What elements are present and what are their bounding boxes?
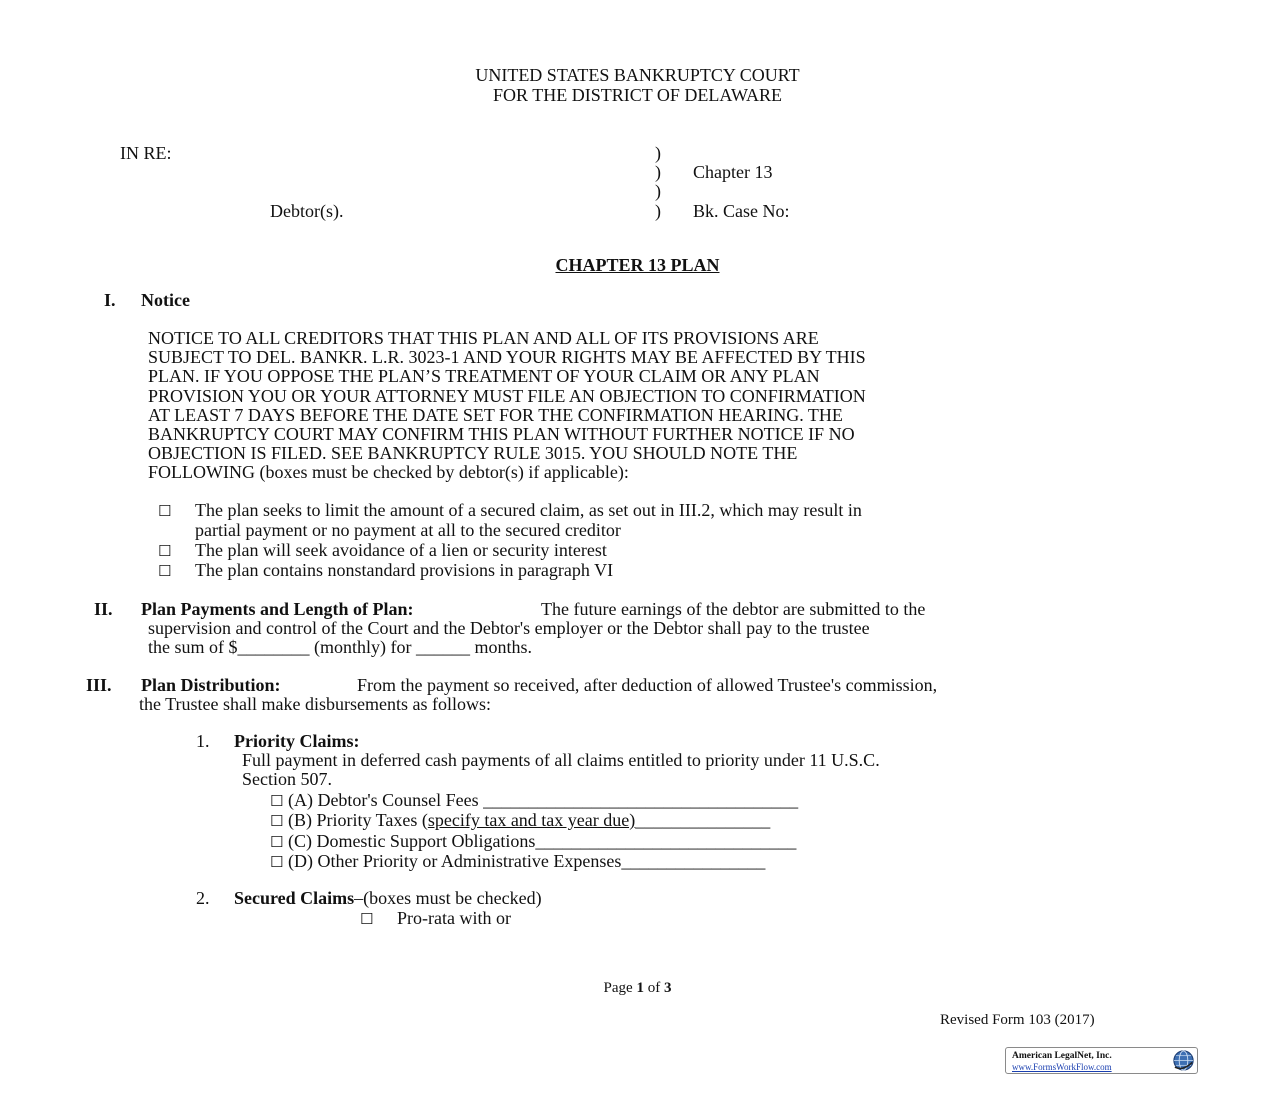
nonstandard-provisions-label: The plan contains nonstandard provisions in paragraph VI xyxy=(195,560,614,580)
domestic-support-row xyxy=(270,832,796,852)
logo-url-link[interactable]: www.FormsWorkFlow.com xyxy=(1012,1062,1112,1072)
american-legalnet-logo xyxy=(1005,1047,1198,1074)
document-title: CHAPTER 13 PLAN xyxy=(555,255,720,275)
counsel-fees-checkbox[interactable]: ☐ xyxy=(270,792,284,810)
section-1-number: I. xyxy=(104,290,116,310)
notice-line: SUBJECT TO DEL. BANKR. L.R. 3023-1 AND YOUR RIGHTS MAY BE AFFECTED BY THIS xyxy=(148,347,866,368)
chapter-label: Chapter 13 xyxy=(693,162,773,182)
priority-claims-text: Section 507. xyxy=(242,769,332,789)
payment-amount-line: the sum of $________ (monthly) for ______ months. xyxy=(148,637,532,657)
priority-taxes-text: (B) Priority Taxes ( xyxy=(287,810,428,830)
caption-paren: ) xyxy=(655,143,661,163)
caption-paren: ) xyxy=(655,162,661,182)
section-1-heading: Notice xyxy=(141,290,190,310)
caption-paren: ) xyxy=(655,201,661,221)
notice-line-last xyxy=(148,463,866,482)
total-pages: 3 xyxy=(663,980,672,996)
case-number-label: Bk. Case No: xyxy=(693,201,790,221)
section-2-text: The future earnings of the debtor are submitted to the xyxy=(541,599,926,619)
domestic-support-checkbox[interactable]: ☐ xyxy=(270,833,284,851)
page-label: Page xyxy=(603,980,637,996)
priority-taxes-checkbox[interactable]: ☐ xyxy=(270,812,284,830)
lien-avoidance-checkbox[interactable]: ☐ xyxy=(158,542,172,560)
section-2-heading: Plan Payments and Length of Plan: xyxy=(141,599,414,619)
priority-taxes-blank: _______________ xyxy=(635,810,771,830)
page-number xyxy=(0,980,1275,997)
section-3-text: From the payment so received, after deduction of allowed Trustee's commission, xyxy=(357,675,938,695)
pro-rata-label: Pro-rata with or xyxy=(397,908,511,928)
debtors-label: Debtor(s). xyxy=(270,201,344,221)
notice-line: PLAN. IF YOU OPPOSE THE PLAN’S TREATMENT OF YOUR CLAIM OR ANY PLAN xyxy=(148,366,820,387)
section-2-number: II. xyxy=(94,599,113,619)
caption-paren: ) xyxy=(655,181,661,201)
notice-paragraph xyxy=(148,329,866,483)
pro-rata-checkbox[interactable]: ☐ xyxy=(360,910,374,928)
domestic-support-label: (C) Domestic Support Obligations_____________________________ xyxy=(287,831,797,851)
section-3-text: the Trustee shall make disbursements as follows: xyxy=(139,694,491,714)
court-name-line2: FOR THE DISTRICT OF DELAWARE xyxy=(493,85,782,105)
priority-taxes-instruction: specify tax and tax year due) xyxy=(427,810,636,830)
other-priority-row xyxy=(270,852,765,872)
priority-taxes-label xyxy=(288,810,770,830)
counsel-fees-label: (A) Debtor's Counsel Fees ___________________________________ xyxy=(287,790,799,810)
notice-line: NOTICE TO ALL CREDITORS THAT THIS PLAN AND ALL OF ITS PROVISIONS ARE xyxy=(148,328,819,348)
notice-line-caps: FOLLOWING xyxy=(148,462,255,483)
limit-secured-claim-label-cont: partial payment or no payment at all to the secured creditor xyxy=(195,520,621,540)
priority-claims-heading: Priority Claims: xyxy=(234,731,360,751)
secured-claims-heading-row xyxy=(234,889,542,908)
page-of: of xyxy=(643,980,664,996)
notice-line: PROVISION YOU OR YOUR ATTORNEY MUST FILE AN OBJECTION TO CONFIRMATION xyxy=(148,385,866,406)
notice-line: OBJECTION IS FILED. SEE BANKRUPTCY RULE 3015. YOU SHOULD NOTE THE xyxy=(148,443,798,464)
limit-secured-claim-checkbox[interactable]: ☐ xyxy=(158,502,172,520)
current-page: 1 xyxy=(636,980,644,996)
priority-claims-text: Full payment in deferred cash payments of all claims entitled to priority under 11 U.S.C. xyxy=(242,750,880,770)
court-name-line1: UNITED STATES BANKRUPTCY COURT xyxy=(475,65,800,85)
notice-line: AT LEAST 7 DAYS BEFORE THE DATE SET FOR THE CONFIRMATION HEARING. THE xyxy=(148,404,843,425)
other-priority-label: (D) Other Priority or Administrative Expenses________________ xyxy=(287,851,766,871)
notice-line: BANKRUPTCY COURT MAY CONFIRM THIS PLAN WITHOUT FURTHER NOTICE IF NO xyxy=(148,424,855,445)
revised-form-label: Revised Form 103 (2017) xyxy=(940,1012,1095,1028)
globe-icon xyxy=(1172,1049,1195,1072)
secured-claims-heading: Secured Claims xyxy=(234,888,355,908)
section-3-heading: Plan Distribution: xyxy=(141,675,281,695)
nonstandard-provisions-checkbox[interactable]: ☐ xyxy=(158,562,172,580)
priority-taxes-row xyxy=(270,811,770,831)
secured-claims-note: –(boxes must be checked) xyxy=(354,888,542,908)
logo-company-name: American LegalNet, Inc. xyxy=(1012,1051,1112,1061)
lien-avoidance-label: The plan will seek avoidance of a lien or security interest xyxy=(195,540,607,560)
limit-secured-claim-label: The plan seeks to limit the amount of a secured claim, as set out in III.2, which may result in xyxy=(195,500,862,520)
section-2-text: supervision and control of the Court and the Debtor's employer or the Debtor shall pay to the trustee xyxy=(148,618,870,638)
section-3-number: III. xyxy=(86,675,112,695)
secured-claims-number: 2. xyxy=(196,888,210,908)
priority-claims-number: 1. xyxy=(196,731,210,751)
notice-line-rest: (boxes must be checked by debtor(s) if applicable): xyxy=(254,462,629,483)
counsel-fees-row xyxy=(270,791,798,811)
other-priority-checkbox[interactable]: ☐ xyxy=(270,853,284,871)
in-re-label: IN RE: xyxy=(120,143,172,163)
